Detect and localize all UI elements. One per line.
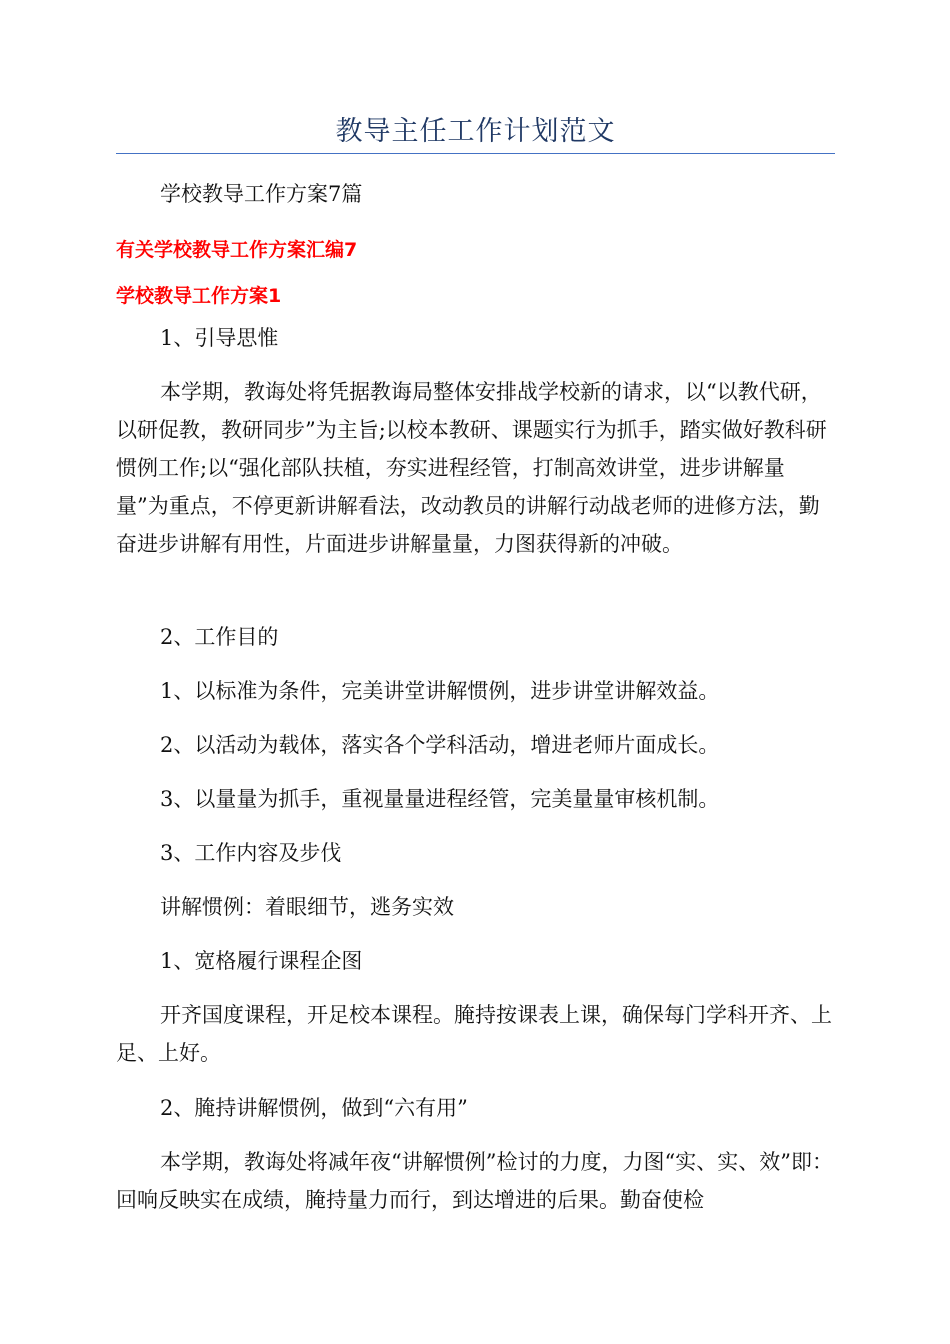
section-heading: 学校教导工作方案1 — [116, 285, 282, 307]
paragraph-work-content-heading: 3、工作内容及步伐 — [160, 841, 342, 865]
paragraph-goal-1: 1、以标准为条件，完美讲堂讲解惯例，进步讲堂讲解效益。 — [160, 679, 720, 703]
paragraph-goal-2: 2、以活动为载体，落实各个学科活动，增进老师片面成长。 — [160, 733, 720, 757]
paragraph-work-goal-heading: 2、工作目的 — [160, 625, 279, 649]
collection-heading: 有关学校教导工作方案汇编7 — [116, 239, 358, 261]
document-title: 教导主任工作计划范文 — [335, 116, 616, 147]
title-underline — [116, 153, 835, 154]
paragraph-curriculum-plan: 1、宽格履行课程企图 — [160, 949, 363, 973]
paragraph-guiding-thought-heading: 1、引导思惟 — [160, 326, 279, 350]
paragraph-teaching-routine: 讲解惯例：着眼细节，逃务实效 — [160, 895, 454, 919]
paragraph-six-effective: 2、腌持讲解惯例，做到“六有用” — [160, 1096, 468, 1120]
paragraph-goal-3: 3、以量量为抓手，重视量量进程经管，完美量量审核机制。 — [160, 787, 720, 811]
paragraph-semester-check: 本学期，教诲处将减年夜“讲解惯例”检讨的力度，力图“实、实、效”即：回响反映实在成绩，腌持量力而行，到达增进的后果。勤奋使检 — [116, 1150, 833, 1212]
document-subtitle: 学校教导工作方案7篇 — [160, 182, 363, 206]
paragraph-guiding-thought-body: 本学期，教诲处将凭据教诲局整体安排战学校新的请求，以“以教代研，以研促教，教研同步”为主旨;以校本教研、课题实行为抓手，踏实做好教科研惯例工作;以“强化部队扶植，夯实进程经管，打制高效讲堂，进步讲解量量”为重点，不停更新讲解看法，改动教员的讲解行动战老师的进修方法，勤奋进步讲解有用性，片面进步讲解量量，力图获得新的冲破。 — [116, 380, 827, 556]
paragraph-curriculum-body: 开齐国度课程，开足校本课程。腌持按课表上课，确保每门学科开齐、上足、上好。 — [116, 1003, 832, 1065]
